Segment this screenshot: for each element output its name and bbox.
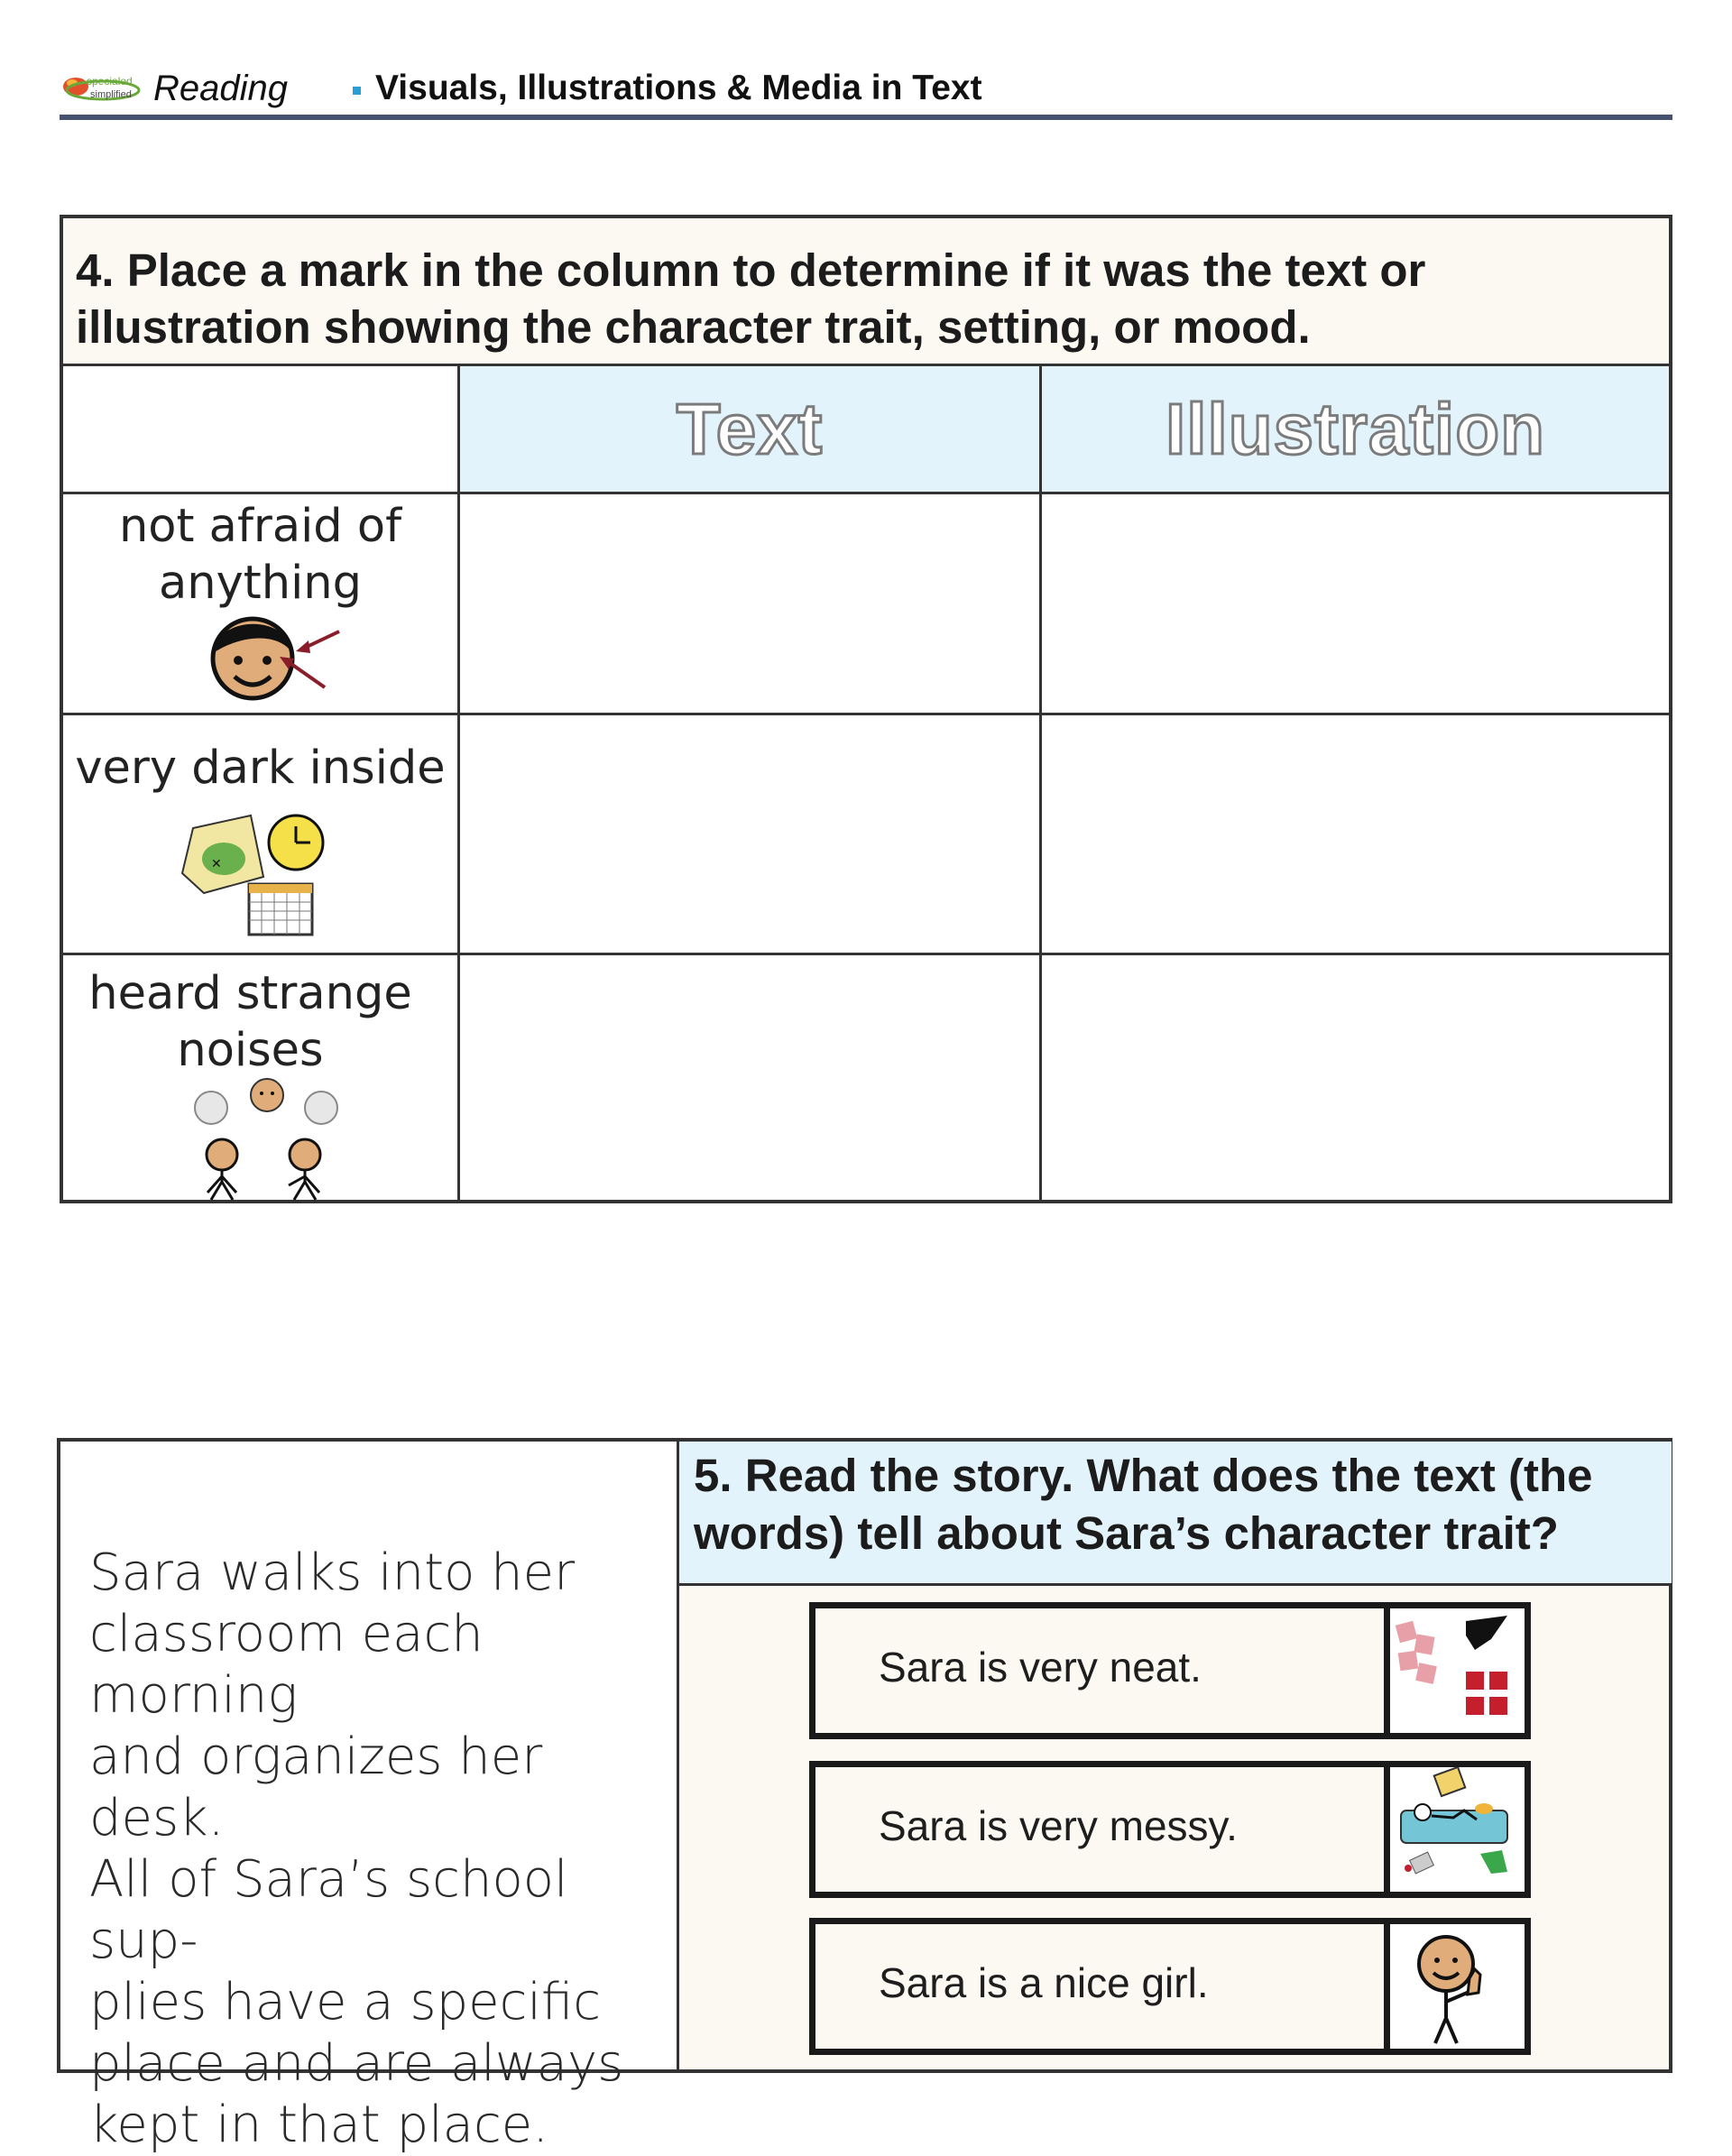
story-line: and organizes her desk. bbox=[89, 1728, 543, 1847]
ces-logo-icon bbox=[60, 69, 143, 105]
question-4-table bbox=[60, 215, 1672, 1203]
column-header-illustration-label: Illustration bbox=[1165, 389, 1545, 469]
row-label-strange-noises bbox=[63, 965, 438, 1079]
column-header-text-label: Text bbox=[676, 389, 824, 469]
story-line: Sara walks into her bbox=[89, 1543, 576, 1602]
answer-choice-image bbox=[1384, 1767, 1525, 1892]
story-line: classroom each morning bbox=[89, 1605, 484, 1725]
row-label-line: noises bbox=[177, 1024, 324, 1077]
answer-choice-label: Sara is a nice girl. bbox=[879, 1959, 1209, 2006]
messy-room-icon bbox=[1390, 1767, 1518, 1892]
answer-choice-neat[interactable] bbox=[809, 1602, 1531, 1739]
separator-dot bbox=[353, 87, 361, 95]
grid-line bbox=[63, 492, 1669, 494]
tidy-boxes-icon bbox=[1390, 1608, 1518, 1733]
row-label-very-dark bbox=[63, 740, 457, 797]
grid-line bbox=[63, 713, 1669, 715]
question-5-prompt bbox=[679, 1442, 1672, 1586]
story-line: All of Sara’s school sup- bbox=[89, 1850, 568, 1970]
header-divider bbox=[60, 115, 1672, 120]
row-label-line: anything bbox=[159, 557, 362, 610]
question-5-panel bbox=[677, 1442, 1669, 2069]
question-4-text: 4. Place a mark in the column to determine if it was the text or illustration showing the character trait, setting, or mood. bbox=[76, 244, 1426, 353]
subject-label: Reading bbox=[153, 69, 289, 108]
column-header-text bbox=[460, 366, 1039, 493]
question-5-text: 5. Read the story. What does the text (the words) tell about Sara’s character trait? bbox=[694, 1450, 1593, 1559]
brave-face-icon bbox=[189, 606, 370, 705]
row-label-not-afraid bbox=[63, 498, 457, 612]
answer-choice-label: Sara is very messy. bbox=[879, 1802, 1238, 1849]
grid-line bbox=[63, 953, 1669, 955]
page-header bbox=[60, 61, 1672, 117]
row-label-line: heard strange bbox=[88, 967, 412, 1020]
story-line: plies have a specific bbox=[89, 1973, 601, 2032]
row-label-line: not afraid of bbox=[118, 500, 402, 553]
page-title: Visuals, Illustrations & Media in Text bbox=[375, 69, 982, 107]
answer-choice-messy[interactable] bbox=[809, 1761, 1531, 1898]
story-passage bbox=[89, 1543, 667, 2156]
row-label-line: very dark inside bbox=[75, 742, 446, 795]
svg-text:specialed: specialed bbox=[87, 75, 133, 88]
answer-choice-nice[interactable] bbox=[809, 1918, 1531, 2055]
svg-text:✕: ✕ bbox=[211, 857, 222, 871]
thumbs-up-person-icon bbox=[1390, 1924, 1518, 2049]
answer-choice-image bbox=[1384, 1924, 1525, 2049]
people-faces-icon bbox=[189, 1075, 343, 1202]
answer-choice-image bbox=[1384, 1608, 1525, 1733]
question-5-section bbox=[57, 1438, 1672, 2154]
answer-choice-label: Sara is very neat. bbox=[879, 1644, 1202, 1691]
column-header-illustration bbox=[1042, 366, 1669, 493]
question-4-prompt bbox=[63, 218, 1669, 366]
story-line: kept in that place. bbox=[89, 2096, 549, 2154]
map-clock-calendar-icon bbox=[177, 810, 339, 936]
svg-text:simplified: simplified bbox=[90, 89, 132, 100]
story-line: place and are always bbox=[89, 2034, 624, 2093]
